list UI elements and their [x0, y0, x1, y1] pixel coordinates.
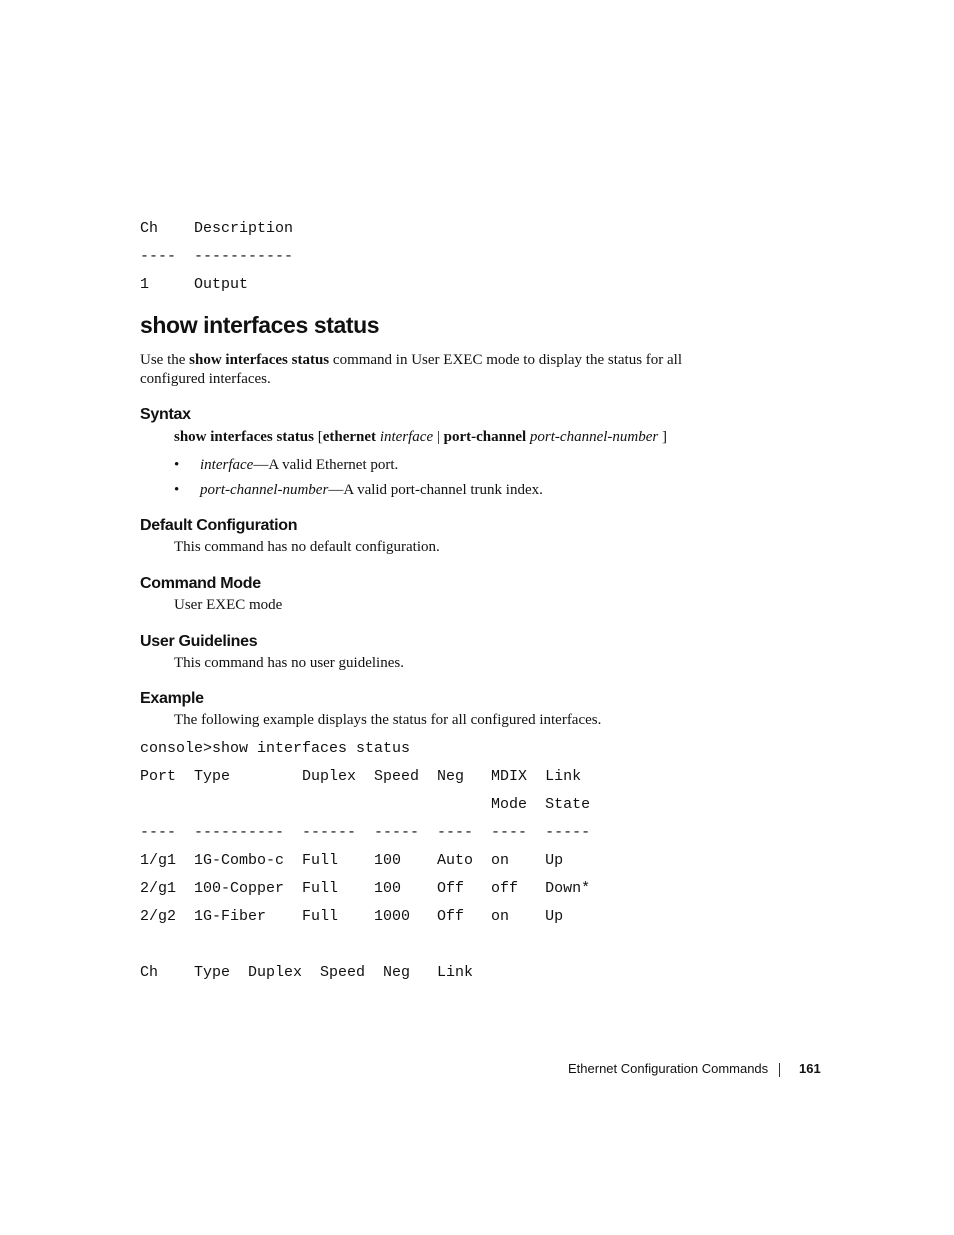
user-guidelines-heading: User Guidelines	[140, 633, 258, 650]
code-line: Ch Type Duplex Speed Neg Link	[140, 964, 474, 981]
code-line: 2/g2 1G-Fiber Full 1000 Off on Up	[140, 908, 564, 925]
syntax-keyword-port-channel: port-channel	[443, 429, 527, 445]
bullet-term: port-channel-number	[200, 482, 329, 498]
syntax-line	[174, 428, 667, 447]
syntax-command: show interfaces status	[174, 429, 314, 445]
bullet-desc: —A valid Ethernet port.	[253, 457, 399, 473]
syntax-heading: Syntax	[140, 406, 191, 423]
syntax-keyword-ethernet: ethernet	[322, 429, 377, 445]
page-number: 161	[799, 1061, 821, 1076]
code-line: 1 Output	[140, 276, 249, 293]
intro-command: show interfaces status	[189, 352, 330, 368]
code-line: ---- ---------- ------ ----- ---- ---- -----	[140, 824, 591, 841]
bullet-icon: •	[174, 482, 180, 498]
top-code-block	[140, 215, 293, 299]
default-configuration-heading: Default Configuration	[140, 517, 298, 534]
code-line: ---- -----------	[140, 248, 294, 265]
syntax-bracket: ]	[658, 429, 667, 445]
intro-text: configured interfaces.	[140, 371, 271, 387]
example-code-block	[140, 735, 590, 987]
code-line: Mode State	[140, 796, 591, 813]
syntax-pipe: |	[433, 429, 444, 445]
code-line: 2/g1 100-Copper Full 100 Off off Down*	[140, 880, 591, 897]
syntax-bracket: [	[314, 429, 323, 445]
syntax-arg-port-channel-number: port-channel-number	[529, 429, 659, 445]
default-configuration-text: This command has no default configuration.	[174, 539, 440, 555]
code-line: console>show interfaces status	[140, 740, 411, 757]
example-heading: Example	[140, 690, 204, 707]
list-item	[174, 481, 543, 500]
code-line: Ch Description	[140, 220, 294, 237]
intro-text: Use the	[140, 352, 190, 368]
command-mode-heading: Command Mode	[140, 575, 261, 592]
intro-text: command in User EXEC mode to display the status for all	[329, 352, 683, 368]
user-guidelines-text: This command has no user guidelines.	[174, 655, 404, 671]
list-item	[174, 456, 399, 475]
code-line	[140, 931, 590, 959]
intro-paragraph	[140, 351, 682, 389]
bullet-term: interface	[200, 457, 254, 473]
code-line: 1/g1 1G-Combo-c Full 100 Auto on Up	[140, 852, 564, 869]
bullet-icon: •	[174, 457, 180, 473]
code-line: Port Type Duplex Speed Neg MDIX Link	[140, 768, 582, 785]
example-text: The following example displays the status for all configured interfaces.	[174, 712, 602, 728]
footer-divider	[779, 1063, 780, 1077]
bullet-desc: —A valid port-channel trunk index.	[328, 482, 543, 498]
footer-title: Ethernet Configuration Commands	[568, 1061, 769, 1076]
syntax-arg-interface: interface	[379, 429, 434, 445]
command-mode-text: User EXEC mode	[174, 597, 283, 613]
section-title: show interfaces status	[140, 312, 380, 338]
